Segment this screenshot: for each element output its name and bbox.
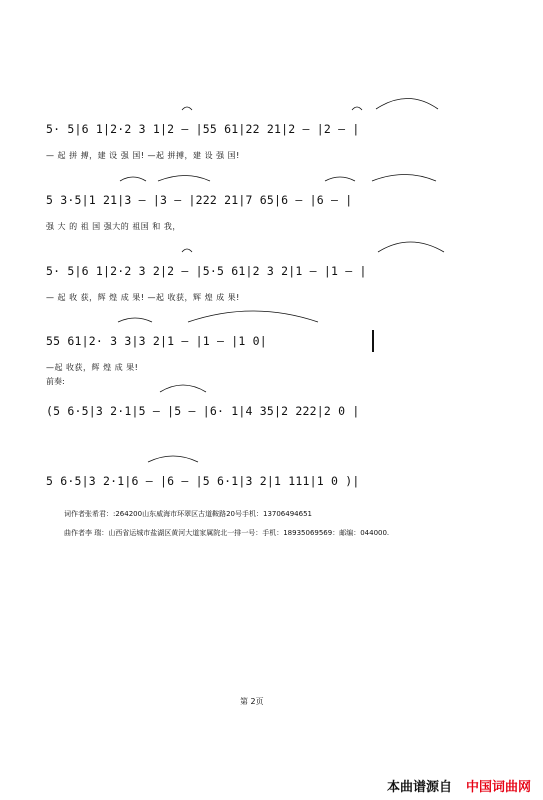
score-line-5: (5 6·5|3 2·1|5 – |5 – |6· 1|4 35|2 222|2 0 | — [46, 404, 360, 418]
lyric-line-1: — 起 拼 搏，建 设 强 国! —起 拼搏，建 设 强 国! — [46, 151, 240, 160]
final-barline — [372, 330, 374, 352]
score-line-3: 5· 5|6 1|2·2 3 2|2 – |5·5 61|2 3 2|1 – |1 – | — [46, 264, 367, 278]
prelude-label: 前奏: — [46, 377, 65, 386]
source-footer — [387, 776, 531, 795]
slur-mark — [372, 175, 436, 182]
slur-mark — [188, 311, 318, 322]
score-line-1: 5· 5|6 1|2·2 3 1|2 – |55 61|22 21|2 – |2 – | — [46, 122, 360, 136]
lyric-line-3: — 起 收 获，辉 煌 成 果! —起 收获，辉 煌 成 果! — [46, 293, 240, 302]
fermata-mark — [182, 249, 192, 252]
score-line-2: 5 3·5|1 21|3 – |3 – |222 21|7 65|6 – |6 – | — [46, 193, 353, 207]
footer-site[interactable]: 中国词曲网 — [465, 780, 531, 795]
slur-mark — [325, 177, 355, 181]
fermata-mark — [182, 107, 192, 110]
slur-mark — [120, 177, 146, 181]
composer-credit: 曲作者李 瑞：山西省运城市盐湖区黄河大道家属院北一排一号：手机：18935069569：邮编：044000. — [64, 529, 390, 537]
slur-mark — [148, 456, 198, 462]
score-line-4: 55 61|2· 3 3|3 2|1 – |1 – |1 0| — [46, 334, 267, 348]
slur-mark — [158, 176, 210, 182]
lyric-line-2: 强 大 的 祖 国 强大的 祖国 和 我， — [46, 222, 181, 231]
slur-mark — [160, 385, 206, 392]
slur-mark — [376, 99, 438, 110]
footer-prefix: 本曲谱源自 — [386, 780, 452, 795]
page-number: 第 2页 — [240, 697, 264, 706]
slur-mark — [378, 242, 444, 252]
lyricist-credit: 词作者张希君：:264200山东威海市环翠区古道鞍路20号手机：13706494651 — [64, 510, 312, 518]
lyric-line-4: —起 收获，辉 煌 成 果! — [46, 363, 139, 372]
slur-mark — [118, 318, 152, 322]
fermata-mark — [352, 107, 362, 110]
score-line-6: 5 6·5|3 2·1|6 – |6 – |5 6·1|3 2|1 111|1 0 )| — [46, 474, 360, 488]
